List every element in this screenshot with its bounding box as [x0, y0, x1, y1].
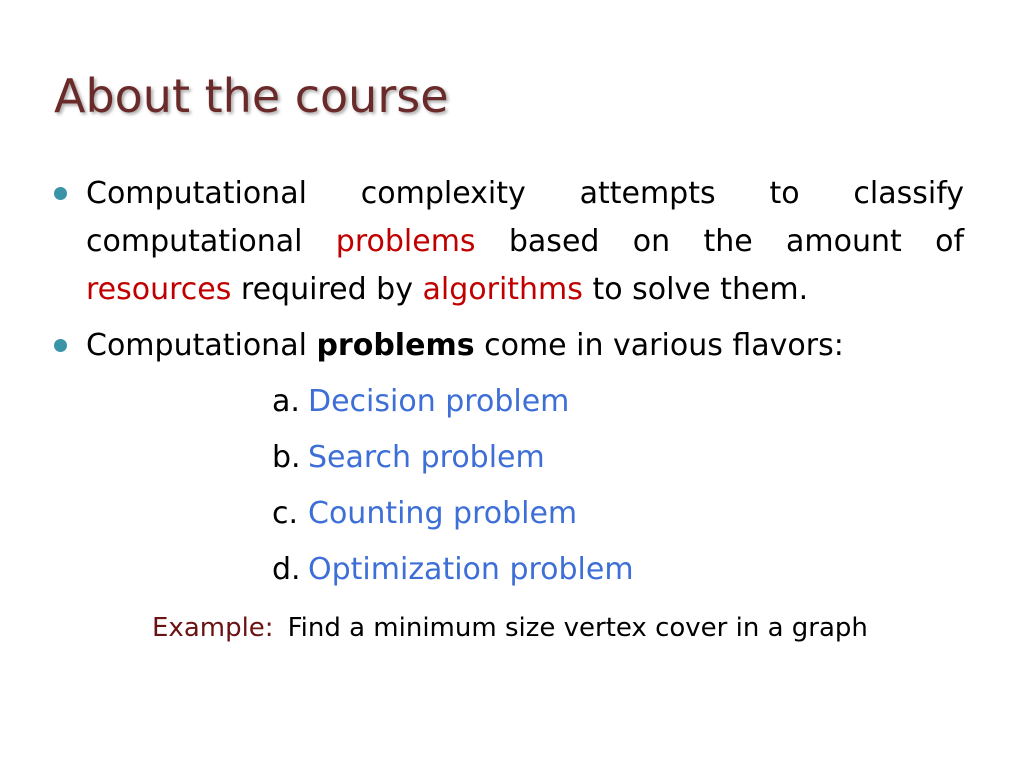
flavor-marker: d. — [272, 552, 301, 587]
bullet-item-complexity — [54, 170, 964, 320]
flavor-label: Decision problem — [308, 384, 570, 419]
flavor-label: Optimization problem — [308, 552, 634, 587]
flavor-item-decision — [272, 378, 569, 426]
bullet-text-part: come in various flavors: — [474, 328, 844, 363]
flavor-label: Search problem — [308, 440, 545, 475]
highlight-algorithms: algorithms — [422, 272, 583, 307]
bullet-text — [86, 170, 964, 314]
flavor-item-counting — [272, 490, 577, 538]
flavor-label: Counting problem — [308, 496, 578, 531]
bullet-text-part: required by — [231, 272, 423, 307]
bullet-text-part: to solve them. — [582, 272, 809, 307]
bullet-dot-icon — [54, 187, 67, 200]
highlight-problems: problems — [335, 224, 476, 259]
bullet-dot-icon — [54, 339, 67, 352]
bullet-text-part: Computational complexity attempts to classify computational — [86, 176, 964, 259]
bullet-text — [86, 322, 964, 370]
example-line — [152, 608, 868, 648]
highlight-resources: resources — [86, 272, 232, 307]
slide-title: About the course — [54, 69, 449, 123]
flavor-marker: a. — [272, 384, 300, 419]
flavor-item-search — [272, 434, 545, 482]
bullet-text-part: Computational — [86, 328, 317, 363]
bold-problems: problems — [316, 328, 475, 363]
bullet-item-flavors — [54, 322, 964, 372]
flavor-marker: b. — [272, 440, 301, 475]
flavor-marker: c. — [272, 496, 299, 531]
bullet-text-part: based on the amount of — [475, 224, 965, 259]
example-text: Find a minimum size vertex cover in a graph — [287, 613, 868, 643]
example-label: Example: — [152, 613, 274, 643]
flavor-item-optimization — [272, 546, 634, 594]
